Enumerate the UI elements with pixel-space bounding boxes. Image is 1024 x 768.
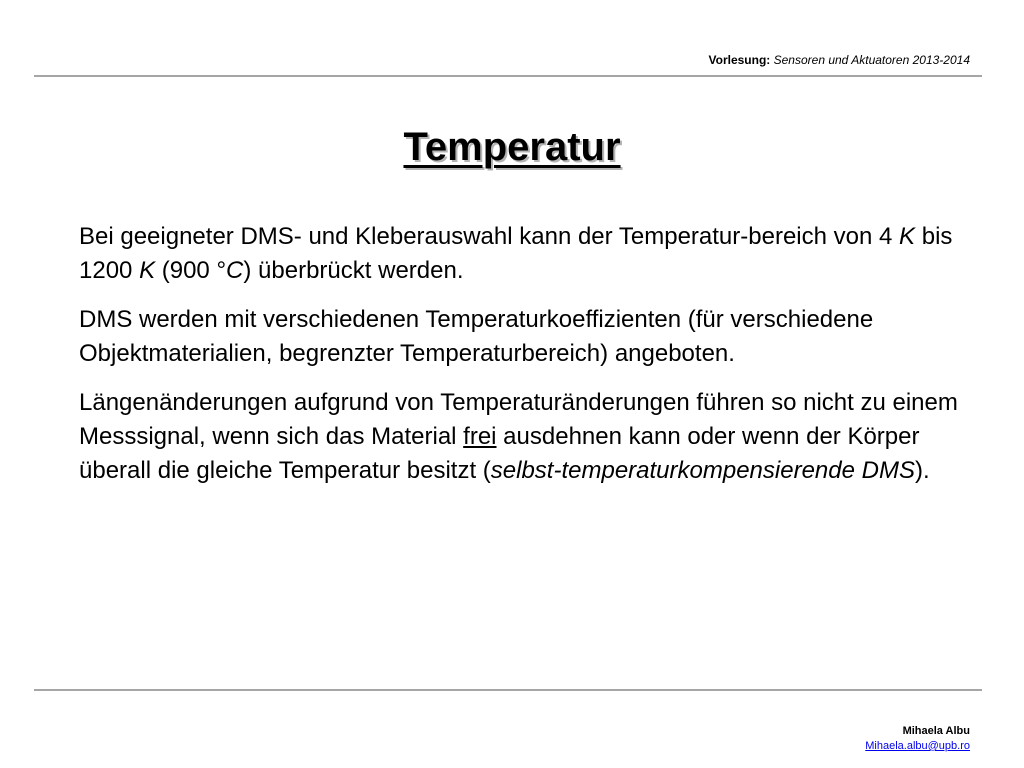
header-label: Vorlesung:	[708, 53, 771, 67]
paragraph-length-changes	[79, 386, 989, 488]
text-run: ausdehnen kann oder wenn der Körper überall die gleiche Temperatur besitzt (	[79, 423, 920, 484]
text-run: Längenänderungen aufgrund von Temperaturänderungen führen so nicht zu einem Messsignal, wenn sich das Material	[79, 389, 958, 450]
slide-header	[709, 53, 971, 67]
text-run: Bei geeigneter DMS- und Kleberauswahl kann der Temperatur-bereich von 4	[79, 223, 900, 250]
text-run: (900 °	[155, 257, 227, 284]
paragraph-temperature-range	[79, 220, 989, 288]
underlined-word-frei: frei	[463, 423, 497, 450]
slide-body	[79, 220, 989, 503]
italic-term: selbst-temperaturkompensierende DMS	[490, 457, 915, 484]
author-email-link[interactable]: Mihaela.albu@upb.ro	[865, 740, 970, 752]
unit-kelvin: K	[139, 257, 156, 284]
author-name: Mihaela Albu	[902, 725, 970, 737]
unit-kelvin: K	[899, 223, 916, 250]
text-run: bis 1200	[79, 223, 953, 284]
slide-title: Temperatur	[403, 125, 621, 169]
paragraph-temperature-coefficients: DMS werden mit verschiedenen Temperaturkoeffizienten (für verschiedene Objektmaterialien, begrenzter Temperaturbereich) angeboten.	[79, 306, 874, 367]
header-course-title: Sensoren und Aktuatoren 2013-2014	[773, 53, 970, 67]
slide-footer	[865, 724, 970, 754]
unit-celsius: C	[226, 257, 244, 284]
text-run: ).	[914, 457, 930, 484]
header-divider	[34, 75, 982, 77]
text-run: ) überbrückt werden.	[243, 257, 464, 284]
footer-divider	[34, 689, 982, 691]
